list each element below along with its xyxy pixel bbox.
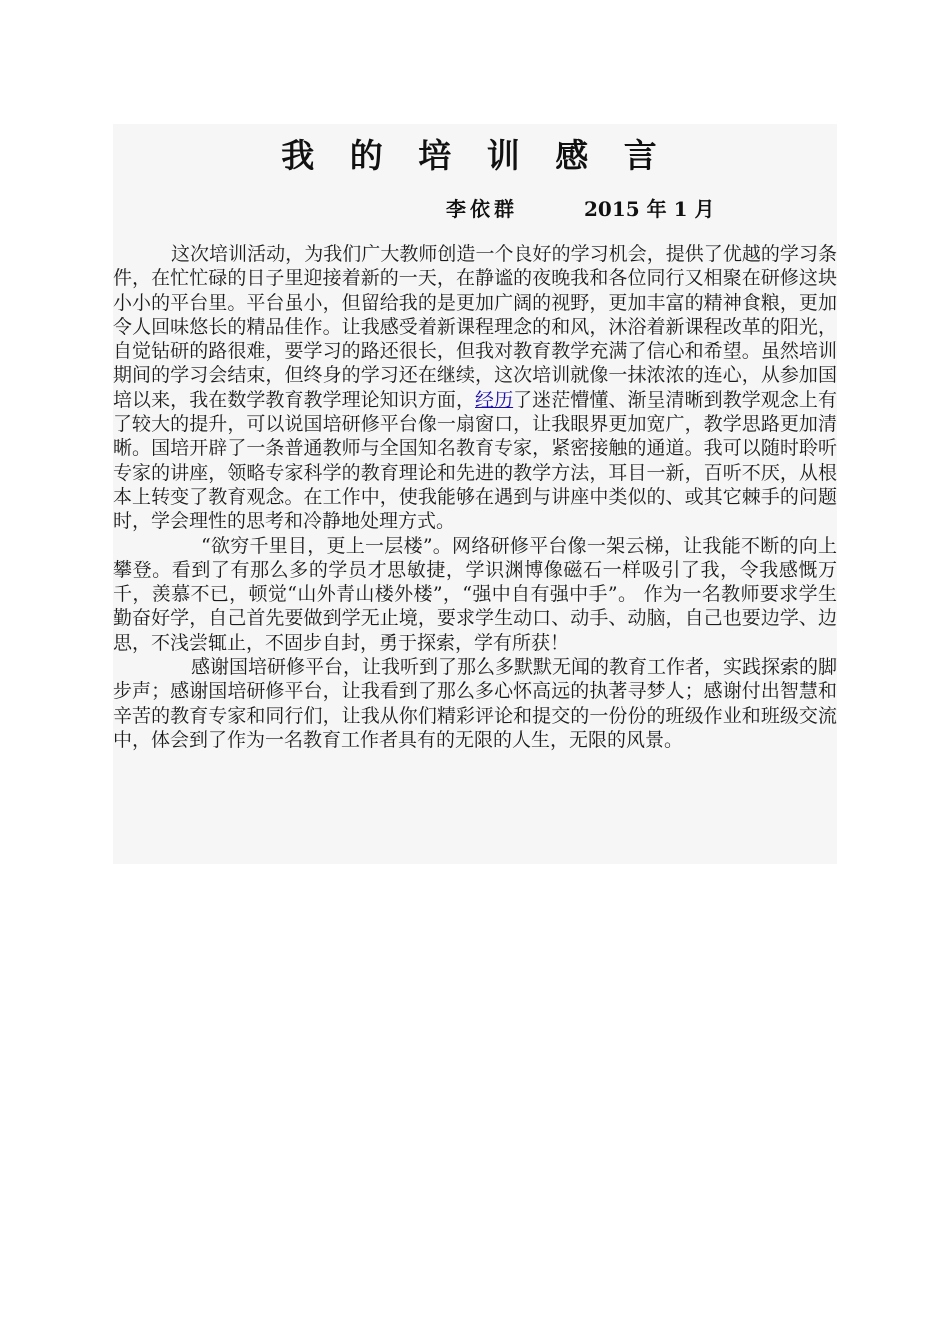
author-name: 李依群 <box>446 197 518 221</box>
paragraph-1-text-b: 了迷茫懵懂、渐呈清晰到教学观念上有了较大的提升，可以说国培研修平台像一扇窗口，让我眼界更加宽广，教学思路更加清晰。国培开辟了一条普通教师与全国知名教育专家，紧密接触的通道。我可以随时聆听专家的讲座，领略专家科学的教育理论和先进的教学方法，耳目一新，百听不厌，从根本上转变了教育观念。在工作中，使我能够在遇到与讲座中类似的、或其它棘手的问题时，学会理性的思考和冷静地处理方式。 <box>113 388 837 533</box>
paragraph-1-text-a: 这次培训活动，为我们广大教师创造一个良好的学习机会，提供了优越的学习条件，在忙忙碌的日子里迎接着新的一天，在静谧的夜晚我和各位同行又相聚在研修这块小小的平台里。平台虽小，但留给我的是更加广阔的视野，更加丰富的精神食粮，更加令人回味悠长的精品佳作。让我感受着新课程理念的和风，沐浴着新课程改革的阳光，自觉钻研的路很难，要学习的路还很长，但我对教育教学充满了信心和希望。虽然培训期间的学习会结束，但终身的学习还在继续，这次培训就像一抹浓浓的连心，从参加国培以来，我在数学教育教学理论知识方面， <box>113 243 837 411</box>
document-page <box>113 124 837 864</box>
experience-link[interactable]: 经历 <box>475 388 514 411</box>
paragraph-3: 感谢国培研修平台，让我听到了那么多默默无闻的教育工作者，实践探索的脚步声；感谢国培研修平台，让我看到了那么多心怀高远的执著寻梦人；感谢付出智慧和辛苦的教育专家和同行们，让我从你们精彩评论和提交的一份份的班级作业和班级交流中，体会到了作为一名教育工作者具有的无限的人生，无限的风景。 <box>113 656 838 751</box>
document-title: 我 的 培 训 感 言 <box>281 136 669 175</box>
paragraph-1 <box>113 242 837 534</box>
document-body <box>113 242 837 752</box>
paragraph-2: “欲穷千里目，更上一层楼”。网络研修平台像一架云梯，让我能不断的向上攀登。看到了有那么多的学员才思敏捷，学识渊博像磁石一样吸引了我，令我感慨万千，羡慕不已，顿觉“山外青山楼外楼”，“强中自有强中手”。 作为一名教师要求学生勤奋好学，自己首先要做到学无止境，要求学生动口、动手、动脑，自己也要边学、边思，不浅尝辄止，不固步自封，勇于探索，学有所获！ <box>113 534 837 654</box>
document-date: 2015 年 1 月 <box>584 197 715 221</box>
byline <box>446 196 714 222</box>
